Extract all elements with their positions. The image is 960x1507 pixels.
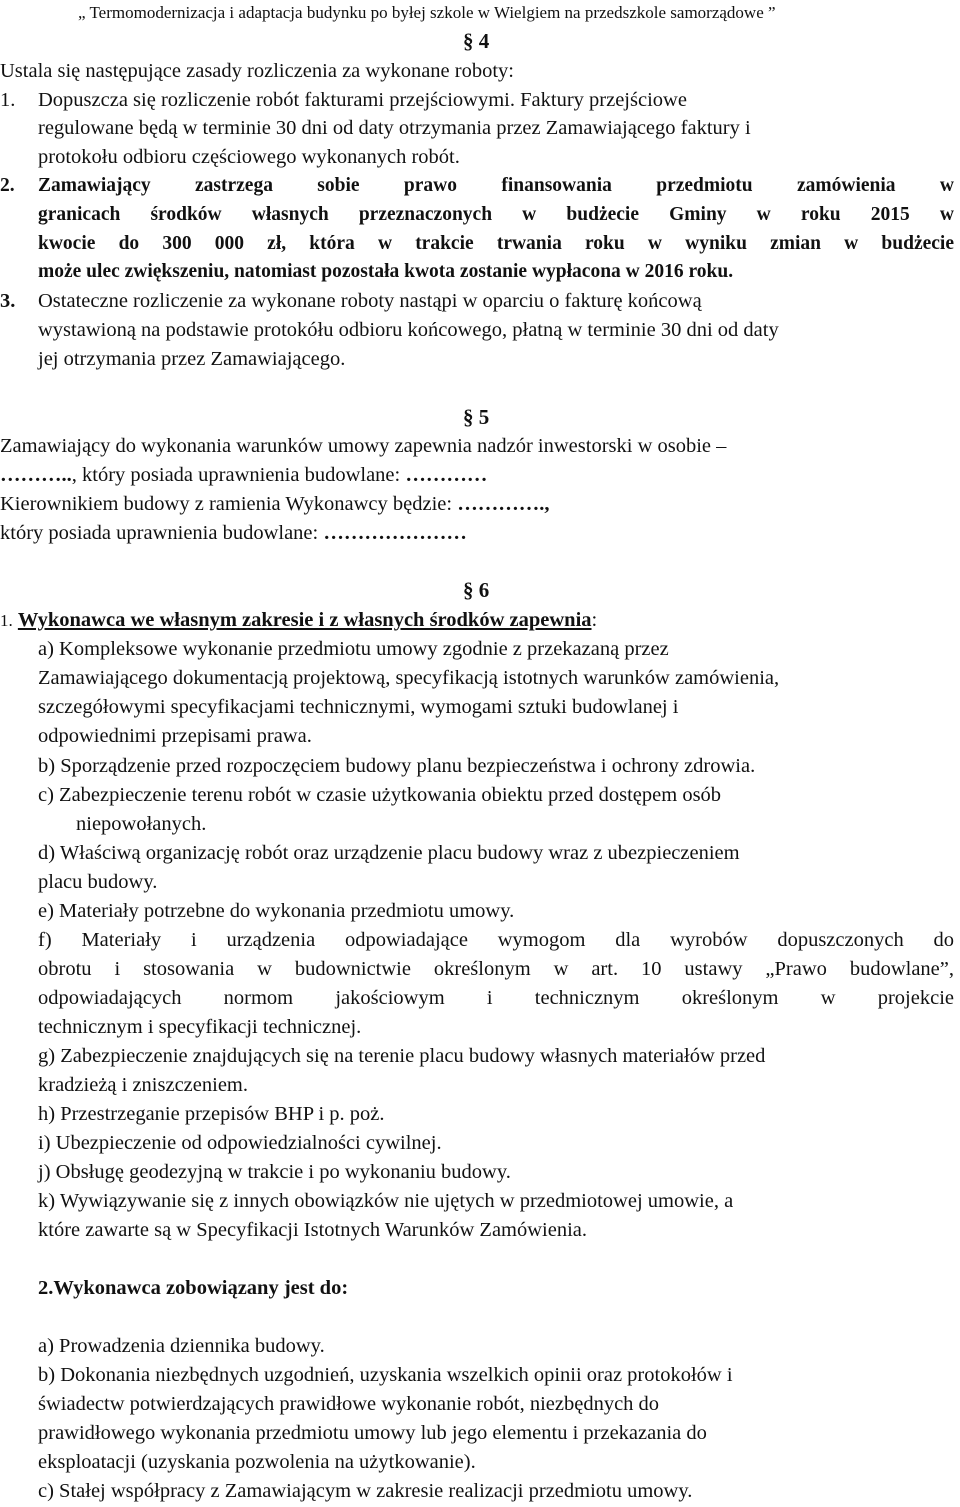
- s6-item-f-line-1: f) Materiały i urządzenia odpowiadające wymogom dla wyrobów dopuszczonych do: [38, 929, 954, 951]
- s4-point-2-number: 2.: [0, 175, 15, 196]
- s6-item-a-line-4: odpowiednimi przepisami prawa.: [38, 725, 312, 747]
- s6-item-a-line-1: a) Kompleksowe wykonanie przedmiotu umowy zgodnie z przekazaną przez: [38, 638, 669, 660]
- s6-heading-1-colon: :: [591, 609, 598, 631]
- section-4-intro: Ustala się następujące zasady rozliczenia za wykonane roboty:: [0, 60, 514, 82]
- s6-item-2a: a) Prowadzenia dziennika budowy.: [38, 1335, 325, 1357]
- s6-heading-1-number: 1.: [0, 611, 13, 630]
- s4-point-2-line-3: kwocie do 300 000 zł, która w trakcie trwania roku w wyniku zmian w budżecie: [38, 233, 954, 254]
- s5-line-3: [0, 494, 549, 515]
- s6-item-a-line-3: szczegółowymi specyfikacjami technicznymi, wymogami sztuki budowlanej i: [38, 696, 679, 718]
- s6-item-e: e) Materiały potrzebne do wykonania przedmiotu umowy.: [38, 900, 515, 922]
- s4-point-3-line-2: wystawioną na podstawie protokółu odbioru końcowego, płatną w terminie 30 dni od daty: [38, 319, 779, 341]
- s6-item-a-line-2: Zamawiającego dokumentacją projektową, specyfikacją istotnych warunków zamówienia,: [38, 667, 780, 689]
- s4-point-2-line-4: może ulec zwiększeniu, natomiast pozostała kwota zostanie wypłacona w 2016 roku.: [38, 261, 734, 282]
- page-header: „ Termomodernizacja i adaptacja budynku po byłej szkole w Wielgiem na przedszkole samorządowe ”: [78, 3, 776, 22]
- s6-item-c-line-2: niepowołanych.: [76, 813, 207, 835]
- s6-heading-2: 2.Wykonawca zobowiązany jest do:: [38, 1277, 349, 1299]
- s6-item-2b-line-4: eksploatacji (uzyskania pozwolenia na użytkowanie).: [38, 1451, 476, 1473]
- s5-dots: …………………: [323, 522, 467, 544]
- s5-line-4-text: który posiada uprawnienia budowlane:: [0, 522, 324, 544]
- s6-item-f-line-3: odpowiadających normom jakościowym i technicznym określonym w projekcie: [38, 987, 954, 1009]
- s4-point-3-line-3: jej otrzymania przez Zamawiającego.: [38, 348, 346, 370]
- s6-item-d-line-2: placu budowy.: [38, 871, 158, 893]
- s6-item-d-line-1: d) Właściwą organizację robót oraz urządzenie placu budowy wraz z ubezpieczeniem: [38, 842, 740, 864]
- s5-line-3-text: Kierownikiem budowy z ramienia Wykonawcy będzie:: [0, 493, 458, 515]
- s6-item-h: h) Przestrzeganie przepisów BHP i p. poż.: [38, 1103, 385, 1125]
- s6-item-g-line-1: g) Zabezpieczenie znajdujących się na terenie placu budowy własnych materiałów przed: [38, 1045, 766, 1067]
- s5-dots: …………: [405, 464, 488, 486]
- s6-item-k-line-2: które zawarte są w Specyfikacji Istotnych Warunków Zamówienia.: [38, 1219, 588, 1241]
- s6-item-i: i) Ubezpieczenie od odpowiedzialności cywilnej.: [38, 1132, 442, 1154]
- s5-line-1: Zamawiający do wykonania warunków umowy zapewnia nadzór inwestorski w osobie –: [0, 435, 727, 457]
- s4-point-1-line-1: Dopuszcza się rozliczenie robót fakturami przejściowymi. Faktury przejściowe: [38, 89, 687, 111]
- s6-item-2b-line-3: prawidłowego wykonania przedmiotu umowy lub jego elementu i przekazania do: [38, 1422, 707, 1444]
- s5-line-4: [0, 523, 467, 544]
- s4-point-3-line-1: Ostateczne rozliczenie za wykonane roboty nastąpi w oparciu o fakturę końcową: [38, 290, 702, 312]
- section-5-title: § 5: [463, 405, 490, 429]
- s6-item-k-line-1: k) Wywiązywanie się z innych obowiązków nie ujętych w przedmiotowej umowie, a: [38, 1190, 734, 1212]
- s5-line-2: [0, 465, 487, 486]
- s4-point-3-number: 3.: [0, 290, 16, 312]
- s6-item-2b-line-1: b) Dokonania niezbędnych uzgodnień, uzyskania wszelkich opinii oraz protokołów i: [38, 1364, 733, 1386]
- s6-item-j: j) Obsługę geodezyjną w trakcie i po wykonaniu budowy.: [38, 1161, 511, 1183]
- s6-heading-1-text: Wykonawca we własnym zakresie i z własnych środków zapewnia: [17, 609, 592, 631]
- s5-dots: ………….,: [457, 493, 550, 515]
- s6-item-g-line-2: kradzieżą i zniszczeniem.: [38, 1074, 248, 1096]
- s6-item-c-line-1: c) Zabezpieczenie terenu robót w czasie użytkowania obiektu przed dostępem osób: [38, 784, 722, 806]
- s4-point-1-line-3: protokołu odbioru częściowego wykonanych robót.: [38, 146, 460, 168]
- s5-dots: ………..: [0, 464, 72, 486]
- section-6-title: § 6: [463, 578, 490, 602]
- s6-item-b: b) Sporządzenie przed rozpoczęciem budowy planu bezpieczeństwa i ochrony zdrowia.: [38, 755, 756, 777]
- s6-item-2b-line-2: świadectw potwierdzających prawidłowe wykonanie robót, niezbędnych do: [38, 1393, 660, 1415]
- s6-heading-1: [0, 610, 597, 631]
- s6-item-2c: c) Stałej współpracy z Zamawiającym w zakresie realizacji przedmiotu umowy.: [38, 1480, 693, 1502]
- s6-item-f-line-4: technicznym i specyfikacji technicznej.: [38, 1016, 362, 1038]
- s6-item-f-line-2: obrotu i stosowania w budownictwie określonym w art. 10 ustawy „Prawo budowlane”,: [38, 958, 954, 980]
- s5-line-2-text: , który posiada uprawnienia budowlane:: [71, 464, 406, 486]
- section-4-title: § 4: [463, 29, 490, 53]
- s4-point-2-line-2: granicach środków własnych przeznaczonych w budżecie Gminy w roku 2015 w: [38, 204, 954, 225]
- s4-point-2-line-1: Zamawiający zastrzega sobie prawo finansowania przedmiotu zamówienia w: [38, 175, 954, 196]
- s4-point-1-line-2: regulowane będą w terminie 30 dni od daty otrzymania przez Zamawiającego faktury i: [38, 117, 751, 139]
- s4-point-1-number: 1.: [0, 89, 16, 111]
